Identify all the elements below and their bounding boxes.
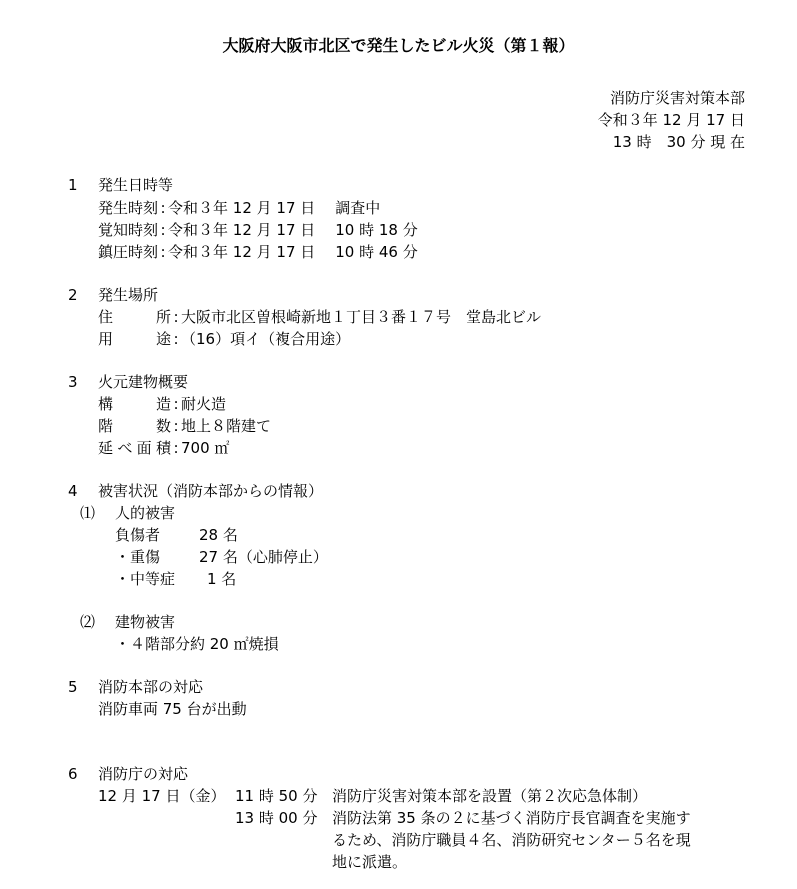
floor-area-row — [98, 438, 229, 458]
response-text-2-line-1: 消防法第 35 条の２に基づく消防庁長官調査を実施す — [332, 809, 691, 827]
row-separator: : — [173, 308, 179, 326]
section-5-number: 5 — [68, 678, 78, 696]
issuer-time: 13 時 30 分 現 在 — [612, 133, 745, 151]
address-row — [98, 307, 541, 327]
section-6-heading: 消防庁の対応 — [98, 765, 189, 783]
fire-dept-response-text: 消防車両 75 台が出動 — [98, 700, 247, 718]
section-5-heading: 消防本部の対応 — [98, 678, 204, 696]
row-label: 階数 — [98, 417, 171, 435]
row-separator: : — [173, 417, 179, 435]
usage-row — [98, 329, 350, 349]
injured-row — [115, 525, 238, 545]
response-time-1: 11 時 50 分 — [235, 787, 318, 805]
row-separator: : — [160, 199, 166, 217]
row-date: 令和３年 12 月 17 日 — [168, 221, 316, 239]
response-text-1: 消防庁災害対策本部を設置（第２次応急体制） — [332, 787, 648, 805]
issuer-org: 消防庁災害対策本部 — [609, 89, 745, 107]
occurrence-time-row — [98, 198, 380, 218]
row-value: 耐火造 — [181, 395, 227, 413]
row-value: 27 名（心肺停止） — [199, 548, 328, 566]
subsection-1-number: ⑴ — [80, 504, 96, 522]
row-label: 鎮圧時刻 — [98, 243, 159, 261]
section-2-heading: 発生場所 — [98, 286, 159, 304]
issuer-date: 令和３年 12 月 17 日 — [597, 111, 745, 129]
response-text-2-line-2: るため、消防庁職員４名、消防研究センター５名を現 — [332, 831, 691, 849]
serious-row — [115, 547, 328, 567]
row-label: 構造 — [98, 395, 171, 413]
row-separator: : — [160, 221, 166, 239]
subsection-1-heading: 人的被害 — [115, 504, 176, 522]
row-label: 発生時刻 — [98, 199, 159, 217]
row-separator: : — [160, 243, 166, 261]
row-value: 28 名 — [199, 526, 238, 544]
document-title: 大阪府大阪市北区で発生したビル火災（第１報） — [222, 36, 575, 55]
suppression-time-row — [98, 242, 418, 262]
row-value: 1 名 — [207, 570, 237, 588]
row-label: 負傷者 — [115, 526, 161, 544]
floors-row — [98, 416, 271, 436]
section-3-number: 3 — [68, 373, 78, 391]
row-separator: : — [173, 439, 179, 457]
row-label: ・重傷 — [115, 548, 161, 566]
row-date: 令和３年 12 月 17 日 — [168, 199, 316, 217]
row-value: （16）項イ（複合用途） — [181, 330, 351, 348]
section-4-heading: 被害状況（消防本部からの情報） — [98, 482, 324, 500]
moderate-row — [115, 569, 236, 589]
row-separator: : — [173, 330, 179, 348]
row-label: 用途 — [98, 330, 171, 348]
row-value: 大阪市北区曽根崎新地１丁目３番１７号 堂島北ビル — [181, 308, 542, 326]
section-6-number: 6 — [68, 765, 78, 783]
row-label: 住所 — [98, 308, 171, 326]
subsection-2-heading: 建物被害 — [115, 613, 176, 631]
building-damage-item: ・４階部分約 20 ㎡焼損 — [115, 635, 279, 653]
response-time-2: 13 時 00 分 — [235, 809, 318, 827]
row-label: 延べ面積 — [98, 439, 171, 457]
section-1-number: 1 — [68, 176, 78, 194]
response-text-2-line-3: 地に派遣。 — [332, 853, 408, 871]
row-separator: : — [173, 395, 179, 413]
structure-row — [98, 394, 226, 414]
section-1-heading: 発生日時等 — [98, 176, 174, 194]
section-4-number: 4 — [68, 482, 78, 500]
row-extra: 10 時 46 分 — [335, 243, 418, 261]
row-label: 覚知時刻 — [98, 221, 159, 239]
row-value: 地上８階建て — [181, 417, 272, 435]
response-date: 12 月 17 日（金） — [98, 787, 226, 805]
section-3-heading: 火元建物概要 — [98, 373, 189, 391]
report-time-row — [98, 220, 418, 240]
section-2-number: 2 — [68, 286, 78, 304]
subsection-2-number: ⑵ — [80, 613, 96, 631]
row-extra: 調査中 — [335, 199, 381, 217]
row-label: ・中等症 — [115, 570, 176, 588]
row-value: 700 ㎡ — [181, 439, 230, 457]
row-date: 令和３年 12 月 17 日 — [168, 243, 316, 261]
row-extra: 10 時 18 分 — [335, 221, 418, 239]
